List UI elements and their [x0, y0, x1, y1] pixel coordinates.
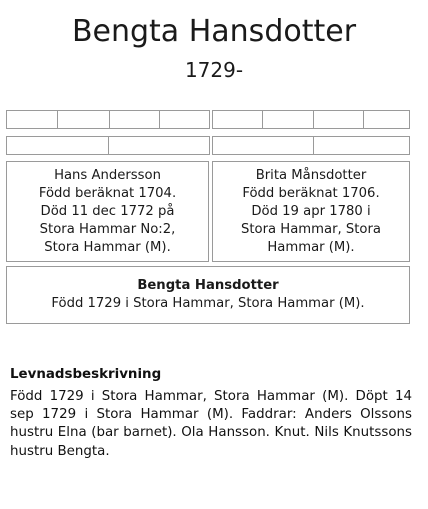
ancestor-box[interactable]	[212, 110, 263, 129]
ancestor-box[interactable]	[109, 110, 160, 129]
mother-birth: Född beräknat 1706.	[242, 186, 380, 201]
mother-death: Död 19 apr 1780 i	[251, 204, 371, 219]
person-name: Bengta Hansdotter	[137, 278, 279, 293]
person-box	[6, 266, 410, 324]
ancestor-box[interactable]	[6, 110, 58, 129]
ancestor-box[interactable]	[6, 136, 109, 155]
father-box[interactable]	[6, 161, 209, 262]
great-grandparents-row	[6, 110, 410, 129]
mother-place: Stora Hammar, Stora	[241, 222, 381, 237]
ancestor-box[interactable]	[363, 110, 410, 129]
father-name: Hans Andersson	[54, 168, 161, 183]
father-place: Stora Hammar No:2,	[39, 222, 176, 237]
mother-box[interactable]	[212, 161, 410, 262]
ancestor-box[interactable]	[313, 136, 410, 155]
ancestor-box[interactable]	[262, 110, 314, 129]
ancestor-box[interactable]	[159, 110, 210, 129]
ancestor-box[interactable]	[108, 136, 210, 155]
ancestor-box[interactable]	[57, 110, 110, 129]
grandparents-row	[6, 136, 410, 155]
page-title: Bengta Hansdotter	[71, 14, 357, 49]
father-parish: Stora Hammar (M).	[44, 240, 171, 255]
life-years: 1729-	[184, 58, 244, 82]
mother-parish: Hammar (M).	[267, 240, 355, 255]
father-death: Död 11 dec 1772 på	[40, 204, 175, 219]
person-birth: Född 1729 i Stora Hammar, Stora Hammar (M).	[51, 296, 365, 311]
mother-name: Brita Månsdotter	[255, 168, 367, 183]
father-birth: Född beräknat 1704.	[38, 186, 177, 201]
ancestor-box[interactable]	[212, 136, 314, 155]
biography-text: Född 1729 i Stora Hammar, Stora Hammar (M). Döpt 14 sep 1729 i Stora Hammar (M). Faddrar: Anders Olssons hustru Elna (bar barnet). Ola Hansson. Knut. Nils Knutssons hustru Bengta.	[10, 389, 412, 459]
ancestor-box[interactable]	[313, 110, 364, 129]
biography-heading: Levnadsbeskrivning	[10, 367, 162, 382]
